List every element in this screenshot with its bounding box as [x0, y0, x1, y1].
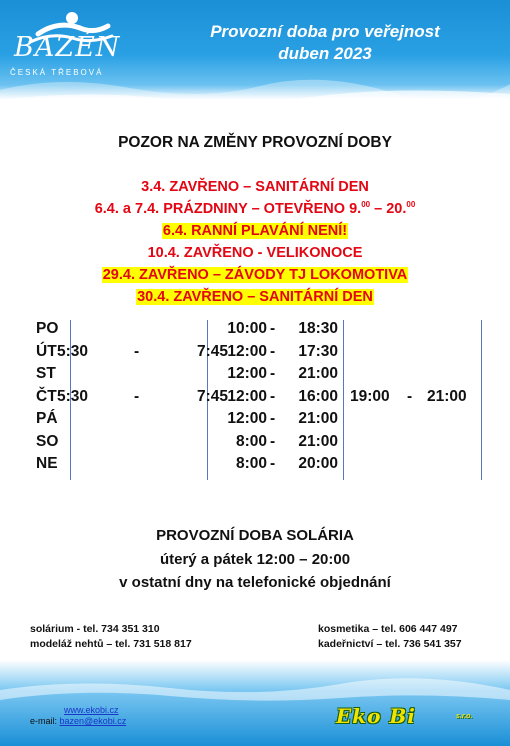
solarium-hours: úterý a pátek 12:00 – 20:00 — [159, 551, 351, 568]
solarium-title: PROVOZNÍ DOBA SOLÁRIA — [156, 527, 354, 544]
time-separator: - — [134, 387, 140, 405]
time-value: 12:00 — [227, 410, 267, 427]
time-value: 7:45 — [196, 342, 228, 360]
page-subtitle: duben 2023 — [278, 44, 372, 63]
notice-item: 6.4. a 7.4. PRÁZDNINY – OTEVŘENO 9.00 – 20.00 — [94, 200, 416, 217]
ekobi-logo-suffix: s.r.o. — [456, 713, 473, 720]
contact-hairdresser: kadeřnictví – tel. 736 541 357 — [318, 638, 462, 650]
schedule-row — [0, 455, 510, 477]
time-value: 21:00 — [298, 410, 338, 427]
page-title: Provozní doba pro veřejnost — [210, 22, 440, 41]
time-value: 8:00 — [235, 432, 267, 450]
schedule-row — [0, 343, 510, 365]
schedule-row — [0, 388, 510, 410]
contacts-left — [30, 622, 192, 652]
contact-nails: modeláž nehtů – tel. 731 518 817 — [30, 638, 192, 650]
notice-list — [0, 176, 510, 308]
email-link[interactable]: bazen@ekobi.cz — [59, 716, 127, 726]
notice-item: 10.4. ZAVŘENO - VELIKONOCE — [147, 245, 363, 261]
time-value: 8:00 — [235, 455, 267, 472]
day-label: SO — [36, 432, 59, 450]
time-value: 18:30 — [298, 320, 338, 337]
schedule-table — [0, 318, 510, 483]
time-separator: - — [134, 342, 140, 360]
time-value: 21:00 — [427, 387, 467, 405]
time-separator: - — [270, 455, 276, 472]
day-label: NE — [36, 455, 58, 472]
time-value: 12:00 — [227, 342, 267, 360]
logo-subtitle: ČESKÁ TŘEBOVÁ — [10, 68, 104, 77]
website-link[interactable]: www.ekobi.cz — [64, 705, 119, 715]
email-line: e-mail: bazen@ekobi.cz — [30, 716, 127, 726]
notice-item: 29.4. ZAVŘENO – ZÁVODY TJ LOKOMOTIVA — [102, 267, 408, 283]
time-separator: - — [270, 365, 276, 382]
notice-item: 3.4. ZAVŘENO – SANITÁRNÍ DEN — [141, 179, 369, 195]
time-value: 20:00 — [298, 455, 338, 472]
day-label: ČT — [36, 387, 57, 405]
time-value: 12:00 — [227, 387, 267, 405]
logo-wordmark: BAZÉN — [14, 32, 121, 63]
schedule-row — [0, 410, 510, 432]
time-separator: - — [407, 387, 413, 405]
header-banner — [0, 0, 510, 100]
warning-heading: POZOR NA ZMĚNY PROVOZNÍ DOBY — [118, 134, 392, 151]
footer-banner — [0, 660, 510, 746]
time-value: 7:45 — [196, 387, 228, 405]
day-label: PÁ — [36, 410, 58, 427]
contacts-right — [318, 622, 462, 652]
contact-cosmetics: kosmetika – tel. 606 447 497 — [318, 623, 458, 635]
time-value: 12:00 — [227, 365, 267, 382]
schedule-row — [0, 433, 510, 455]
time-value: 21:00 — [298, 365, 338, 382]
time-separator: - — [270, 342, 276, 360]
day-label: ST — [36, 365, 56, 382]
time-separator: - — [270, 320, 276, 337]
time-value: 19:00 — [350, 387, 390, 405]
time-value: 17:30 — [298, 342, 338, 360]
time-separator: - — [270, 387, 276, 405]
schedule-row — [0, 320, 510, 342]
day-label: PO — [36, 320, 59, 337]
time-value: 10:00 — [227, 320, 267, 337]
time-value: 16:00 — [298, 387, 338, 405]
time-separator: - — [270, 410, 276, 427]
notice-item: 30.4. ZAVŘENO – SANITÁRNÍ DEN — [137, 289, 373, 305]
contact-solarium: solárium - tel. 734 351 310 — [30, 623, 160, 635]
day-label: ÚT — [36, 342, 57, 360]
time-separator: - — [270, 432, 276, 450]
ekobi-logo: Eko Bi — [336, 704, 416, 728]
time-value: 21:00 — [298, 432, 338, 450]
notice-item: 6.4. RANNÍ PLAVÁNÍ NENÍ! — [162, 223, 348, 239]
time-value: 5:30 — [56, 342, 88, 360]
time-value: 5:30 — [56, 387, 88, 405]
solarium-note: v ostatní dny na telefonické objednání — [119, 574, 391, 591]
schedule-row — [0, 365, 510, 387]
footer-wave-decoration — [0, 660, 510, 746]
